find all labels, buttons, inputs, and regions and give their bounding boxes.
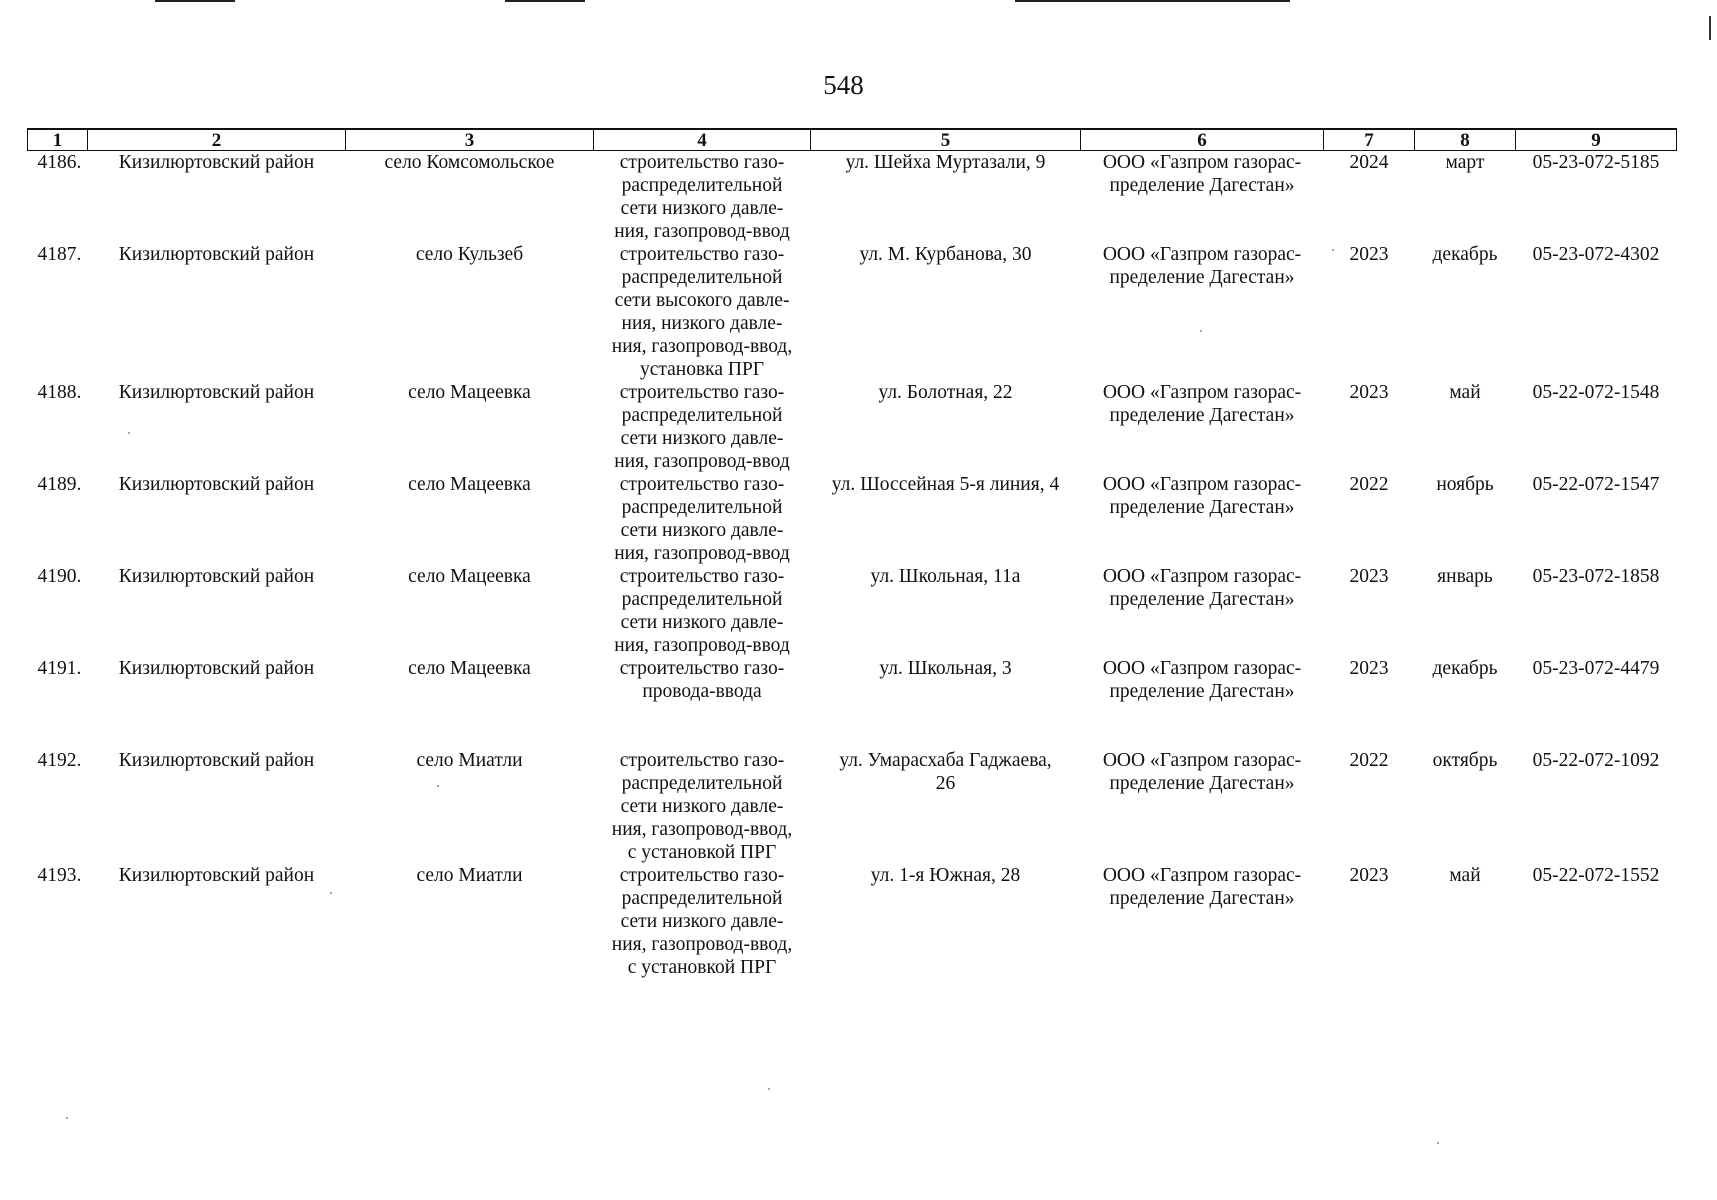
- cell-text-line: ООО «Газпром газорас-: [1102, 382, 1302, 403]
- cell-text-line: ООО «Газпром газорас-: [1102, 244, 1302, 265]
- scan-speck: [330, 892, 332, 894]
- scan-edge-mark: [1709, 16, 1711, 40]
- work-description-cell: [594, 565, 811, 657]
- cell-text-line: распределительной: [621, 888, 783, 909]
- cell-text-line: ул. Умарасхаба Гаджаева,: [839, 750, 1052, 771]
- month-cell: [1415, 381, 1516, 473]
- address-cell: [811, 381, 1081, 473]
- year-cell: [1324, 381, 1415, 473]
- cell-text-line: село Мацеевка: [408, 382, 531, 403]
- work-description-cell: [594, 749, 811, 864]
- row-number: [28, 243, 88, 381]
- cell-text-line: 2024: [1349, 152, 1389, 173]
- table-row: [28, 473, 1677, 565]
- cell-text-line: октябрь: [1432, 750, 1498, 771]
- cell-text-line: декабрь: [1432, 244, 1498, 265]
- cell-text-line: 05-22-072-1092: [1532, 750, 1660, 771]
- cell-text-line: 4190.: [37, 566, 82, 587]
- cell-text-line: провода-ввода: [642, 681, 762, 702]
- cell-text-line: установка ПРГ: [639, 359, 765, 380]
- organization-cell: [1081, 381, 1324, 473]
- district-cell: [88, 151, 346, 244]
- work-description-cell: [594, 864, 811, 979]
- code-cell: [1516, 151, 1677, 244]
- cell-text-line: ул. Школьная, 11а: [870, 566, 1021, 587]
- cell-text-line: распределительной: [621, 405, 783, 426]
- district-cell: [88, 473, 346, 565]
- code-cell: [1516, 381, 1677, 473]
- cell-text-line: пределение Дагестан»: [1109, 681, 1295, 702]
- row-number: [28, 657, 88, 749]
- organization-cell: [1081, 864, 1324, 979]
- cell-text-line: сети низкого давле-: [620, 520, 784, 541]
- organization-cell: [1081, 243, 1324, 381]
- scan-speck: [1200, 330, 1202, 332]
- column-header-4: 4: [594, 129, 811, 151]
- year-cell: [1324, 473, 1415, 565]
- column-header-9: 9: [1516, 129, 1677, 151]
- cell-text-line: 4188.: [37, 382, 82, 403]
- cell-text-line: ООО «Газпром газорас-: [1102, 865, 1302, 886]
- cell-text-line: 4186.: [37, 152, 82, 173]
- cell-text-line: сети низкого давле-: [620, 911, 784, 932]
- cell-text-line: строительство газо-: [619, 474, 785, 495]
- scan-edge-mark: [1015, 0, 1290, 2]
- district-cell: [88, 749, 346, 864]
- scan-speck: [128, 432, 130, 434]
- cell-text-line: ул. 1-я Южная, 28: [870, 865, 1021, 886]
- column-header-7: 7: [1324, 129, 1415, 151]
- cell-text-line: май: [1449, 382, 1481, 403]
- year-cell: [1324, 864, 1415, 979]
- cell-text-line: Кизилюртовский район: [118, 750, 315, 771]
- year-cell: [1324, 657, 1415, 749]
- work-description-cell: [594, 381, 811, 473]
- address-cell: [811, 864, 1081, 979]
- district-cell: [88, 565, 346, 657]
- cell-text-line: ния, газопровод-ввод,: [611, 336, 793, 357]
- cell-text-line: ул. Школьная, 3: [879, 658, 1012, 679]
- cell-text-line: сети низкого давле-: [620, 428, 784, 449]
- cell-text-line: 05-22-072-1548: [1532, 382, 1660, 403]
- table-row: [28, 565, 1677, 657]
- cell-text-line: 05-23-072-4479: [1532, 658, 1660, 679]
- cell-text-line: пределение Дагестан»: [1109, 267, 1295, 288]
- cell-text-line: 2022: [1349, 474, 1389, 495]
- address-cell: [811, 473, 1081, 565]
- scan-edge-mark: [505, 0, 585, 2]
- cell-text-line: 26: [935, 773, 956, 794]
- table-row: [28, 749, 1677, 864]
- cell-text-line: строительство газо-: [619, 750, 785, 771]
- column-header-5: 5: [811, 129, 1081, 151]
- cell-text-line: Кизилюртовский район: [118, 244, 315, 265]
- organization-cell: [1081, 151, 1324, 244]
- cell-text-line: 2023: [1349, 382, 1389, 403]
- year-cell: [1324, 151, 1415, 244]
- cell-text-line: с установкой ПРГ: [627, 957, 777, 978]
- organization-cell: [1081, 657, 1324, 749]
- cell-text-line: строительство газо-: [619, 658, 785, 679]
- cell-text-line: ООО «Газпром газорас-: [1102, 566, 1302, 587]
- month-cell: [1415, 473, 1516, 565]
- cell-text-line: 2023: [1349, 658, 1389, 679]
- organization-cell: [1081, 473, 1324, 565]
- cell-text-line: строительство газо-: [619, 244, 785, 265]
- gas-network-table: [27, 128, 1677, 979]
- cell-text-line: 2023: [1349, 865, 1389, 886]
- locality-cell: [346, 749, 594, 864]
- cell-text-line: село Мацеевка: [408, 658, 531, 679]
- cell-text-line: 2023: [1349, 244, 1389, 265]
- column-header-1: 1: [28, 129, 88, 151]
- district-cell: [88, 381, 346, 473]
- cell-text-line: село Мацеевка: [408, 474, 531, 495]
- cell-text-line: распределительной: [621, 589, 783, 610]
- month-cell: [1415, 151, 1516, 244]
- cell-text-line: строительство газо-: [619, 152, 785, 173]
- locality-cell: [346, 864, 594, 979]
- scan-speck: [66, 1117, 68, 1119]
- month-cell: [1415, 565, 1516, 657]
- cell-text-line: село Мацеевка: [408, 566, 531, 587]
- cell-text-line: 05-23-072-5185: [1532, 152, 1660, 173]
- cell-text-line: с установкой ПРГ: [627, 842, 777, 863]
- cell-text-line: ния, низкого давле-: [621, 313, 783, 334]
- cell-text-line: пределение Дагестан»: [1109, 589, 1295, 610]
- month-cell: [1415, 243, 1516, 381]
- cell-text-line: 2022: [1349, 750, 1389, 771]
- cell-text-line: 2023: [1349, 566, 1389, 587]
- cell-text-line: декабрь: [1432, 658, 1498, 679]
- scan-speck: [768, 1088, 770, 1090]
- code-cell: [1516, 243, 1677, 381]
- table-row: [28, 381, 1677, 473]
- address-cell: [811, 657, 1081, 749]
- cell-text-line: март: [1445, 152, 1485, 173]
- organization-cell: [1081, 749, 1324, 864]
- code-cell: [1516, 657, 1677, 749]
- cell-text-line: село Комсомольское: [384, 152, 555, 173]
- district-cell: [88, 864, 346, 979]
- cell-text-line: ООО «Газпром газорас-: [1102, 474, 1302, 495]
- scan-edge-mark: [155, 0, 235, 2]
- table-header: [28, 129, 1677, 151]
- row-number: [28, 749, 88, 864]
- address-cell: [811, 243, 1081, 381]
- scan-speck: [1332, 249, 1334, 251]
- work-description-cell: [594, 243, 811, 381]
- row-number: [28, 473, 88, 565]
- work-description-cell: [594, 657, 811, 749]
- cell-text-line: село Миатли: [416, 865, 523, 886]
- cell-text-line: пределение Дагестан»: [1109, 175, 1295, 196]
- row-number: [28, 151, 88, 244]
- table-row: [28, 864, 1677, 979]
- cell-text-line: 4189.: [37, 474, 82, 495]
- cell-text-line: ООО «Газпром газорас-: [1102, 152, 1302, 173]
- table-row: [28, 243, 1677, 381]
- cell-text-line: ния, газопровод-ввод: [614, 543, 790, 564]
- cell-text-line: распределительной: [621, 773, 783, 794]
- cell-text-line: село Кульзеб: [415, 244, 524, 265]
- cell-text-line: ул. М. Курбанова, 30: [859, 244, 1032, 265]
- scan-speck: [437, 785, 439, 787]
- row-number: [28, 565, 88, 657]
- cell-text-line: распределительной: [621, 497, 783, 518]
- code-cell: [1516, 749, 1677, 864]
- work-description-cell: [594, 151, 811, 244]
- cell-text-line: сети низкого давле-: [620, 198, 784, 219]
- address-cell: [811, 749, 1081, 864]
- year-cell: [1324, 565, 1415, 657]
- code-cell: [1516, 864, 1677, 979]
- cell-text-line: сети низкого давле-: [620, 612, 784, 633]
- locality-cell: [346, 657, 594, 749]
- cell-text-line: ния, газопровод-ввод: [614, 221, 790, 242]
- cell-text-line: ния, газопровод-ввод: [614, 635, 790, 656]
- year-cell: [1324, 749, 1415, 864]
- cell-text-line: май: [1449, 865, 1481, 886]
- cell-text-line: 05-22-072-1547: [1532, 474, 1660, 495]
- column-header-3: 3: [346, 129, 594, 151]
- district-cell: [88, 657, 346, 749]
- address-cell: [811, 151, 1081, 244]
- code-cell: [1516, 473, 1677, 565]
- month-cell: [1415, 749, 1516, 864]
- month-cell: [1415, 657, 1516, 749]
- locality-cell: [346, 381, 594, 473]
- cell-text-line: распределительной: [621, 267, 783, 288]
- cell-text-line: пределение Дагестан»: [1109, 773, 1295, 794]
- cell-text-line: сети высокого давле-: [614, 290, 790, 311]
- cell-text-line: Кизилюртовский район: [118, 566, 315, 587]
- row-number: [28, 864, 88, 979]
- cell-text-line: ноябрь: [1436, 474, 1494, 495]
- page-number: 548: [823, 70, 864, 100]
- cell-text-line: пределение Дагестан»: [1109, 497, 1295, 518]
- cell-text-line: 05-23-072-1858: [1532, 566, 1660, 587]
- table-row: [28, 657, 1677, 749]
- cell-text-line: пределение Дагестан»: [1109, 888, 1295, 909]
- column-header-6: 6: [1081, 129, 1324, 151]
- cell-text-line: пределение Дагестан»: [1109, 405, 1295, 426]
- month-cell: [1415, 864, 1516, 979]
- cell-text-line: 05-23-072-4302: [1532, 244, 1660, 265]
- cell-text-line: распределительной: [621, 175, 783, 196]
- cell-text-line: 4187.: [37, 244, 82, 265]
- district-cell: [88, 243, 346, 381]
- year-cell: [1324, 243, 1415, 381]
- row-number: [28, 381, 88, 473]
- cell-text-line: 4193.: [37, 865, 82, 886]
- cell-text-line: ния, газопровод-ввод,: [611, 819, 793, 840]
- address-cell: [811, 565, 1081, 657]
- cell-text-line: строительство газо-: [619, 382, 785, 403]
- cell-text-line: строительство газо-: [619, 566, 785, 587]
- cell-text-line: январь: [1437, 566, 1493, 587]
- cell-text-line: ния, газопровод-ввод,: [611, 934, 793, 955]
- column-header-2: 2: [88, 129, 346, 151]
- cell-text-line: сети низкого давле-: [620, 796, 784, 817]
- cell-text-line: ул. Шоссейная 5-я линия, 4: [831, 474, 1060, 495]
- locality-cell: [346, 243, 594, 381]
- cell-text-line: ния, газопровод-ввод: [614, 451, 790, 472]
- cell-text-line: ул. Болотная, 22: [878, 382, 1013, 403]
- cell-text-line: ООО «Газпром газорас-: [1102, 658, 1302, 679]
- cell-text-line: ООО «Газпром газорас-: [1102, 750, 1302, 771]
- cell-text-line: 4191.: [37, 658, 82, 679]
- table-body: [28, 151, 1677, 980]
- organization-cell: [1081, 565, 1324, 657]
- cell-text-line: Кизилюртовский район: [118, 474, 315, 495]
- cell-text-line: строительство газо-: [619, 865, 785, 886]
- cell-text-line: село Миатли: [416, 750, 523, 771]
- work-description-cell: [594, 473, 811, 565]
- table-row: [28, 151, 1677, 244]
- locality-cell: [346, 565, 594, 657]
- cell-text-line: ул. Шейха Муртазали, 9: [845, 152, 1046, 173]
- cell-text-line: Кизилюртовский район: [118, 152, 315, 173]
- scan-speck: [1437, 1142, 1439, 1144]
- cell-text-line: Кизилюртовский район: [118, 658, 315, 679]
- cell-text-line: 05-22-072-1552: [1532, 865, 1660, 886]
- locality-cell: [346, 473, 594, 565]
- code-cell: [1516, 565, 1677, 657]
- cell-text-line: Кизилюртовский район: [118, 865, 315, 886]
- cell-text-line: Кизилюртовский район: [118, 382, 315, 403]
- column-header-8: 8: [1415, 129, 1516, 151]
- locality-cell: [346, 151, 594, 244]
- cell-text-line: 4192.: [37, 750, 82, 771]
